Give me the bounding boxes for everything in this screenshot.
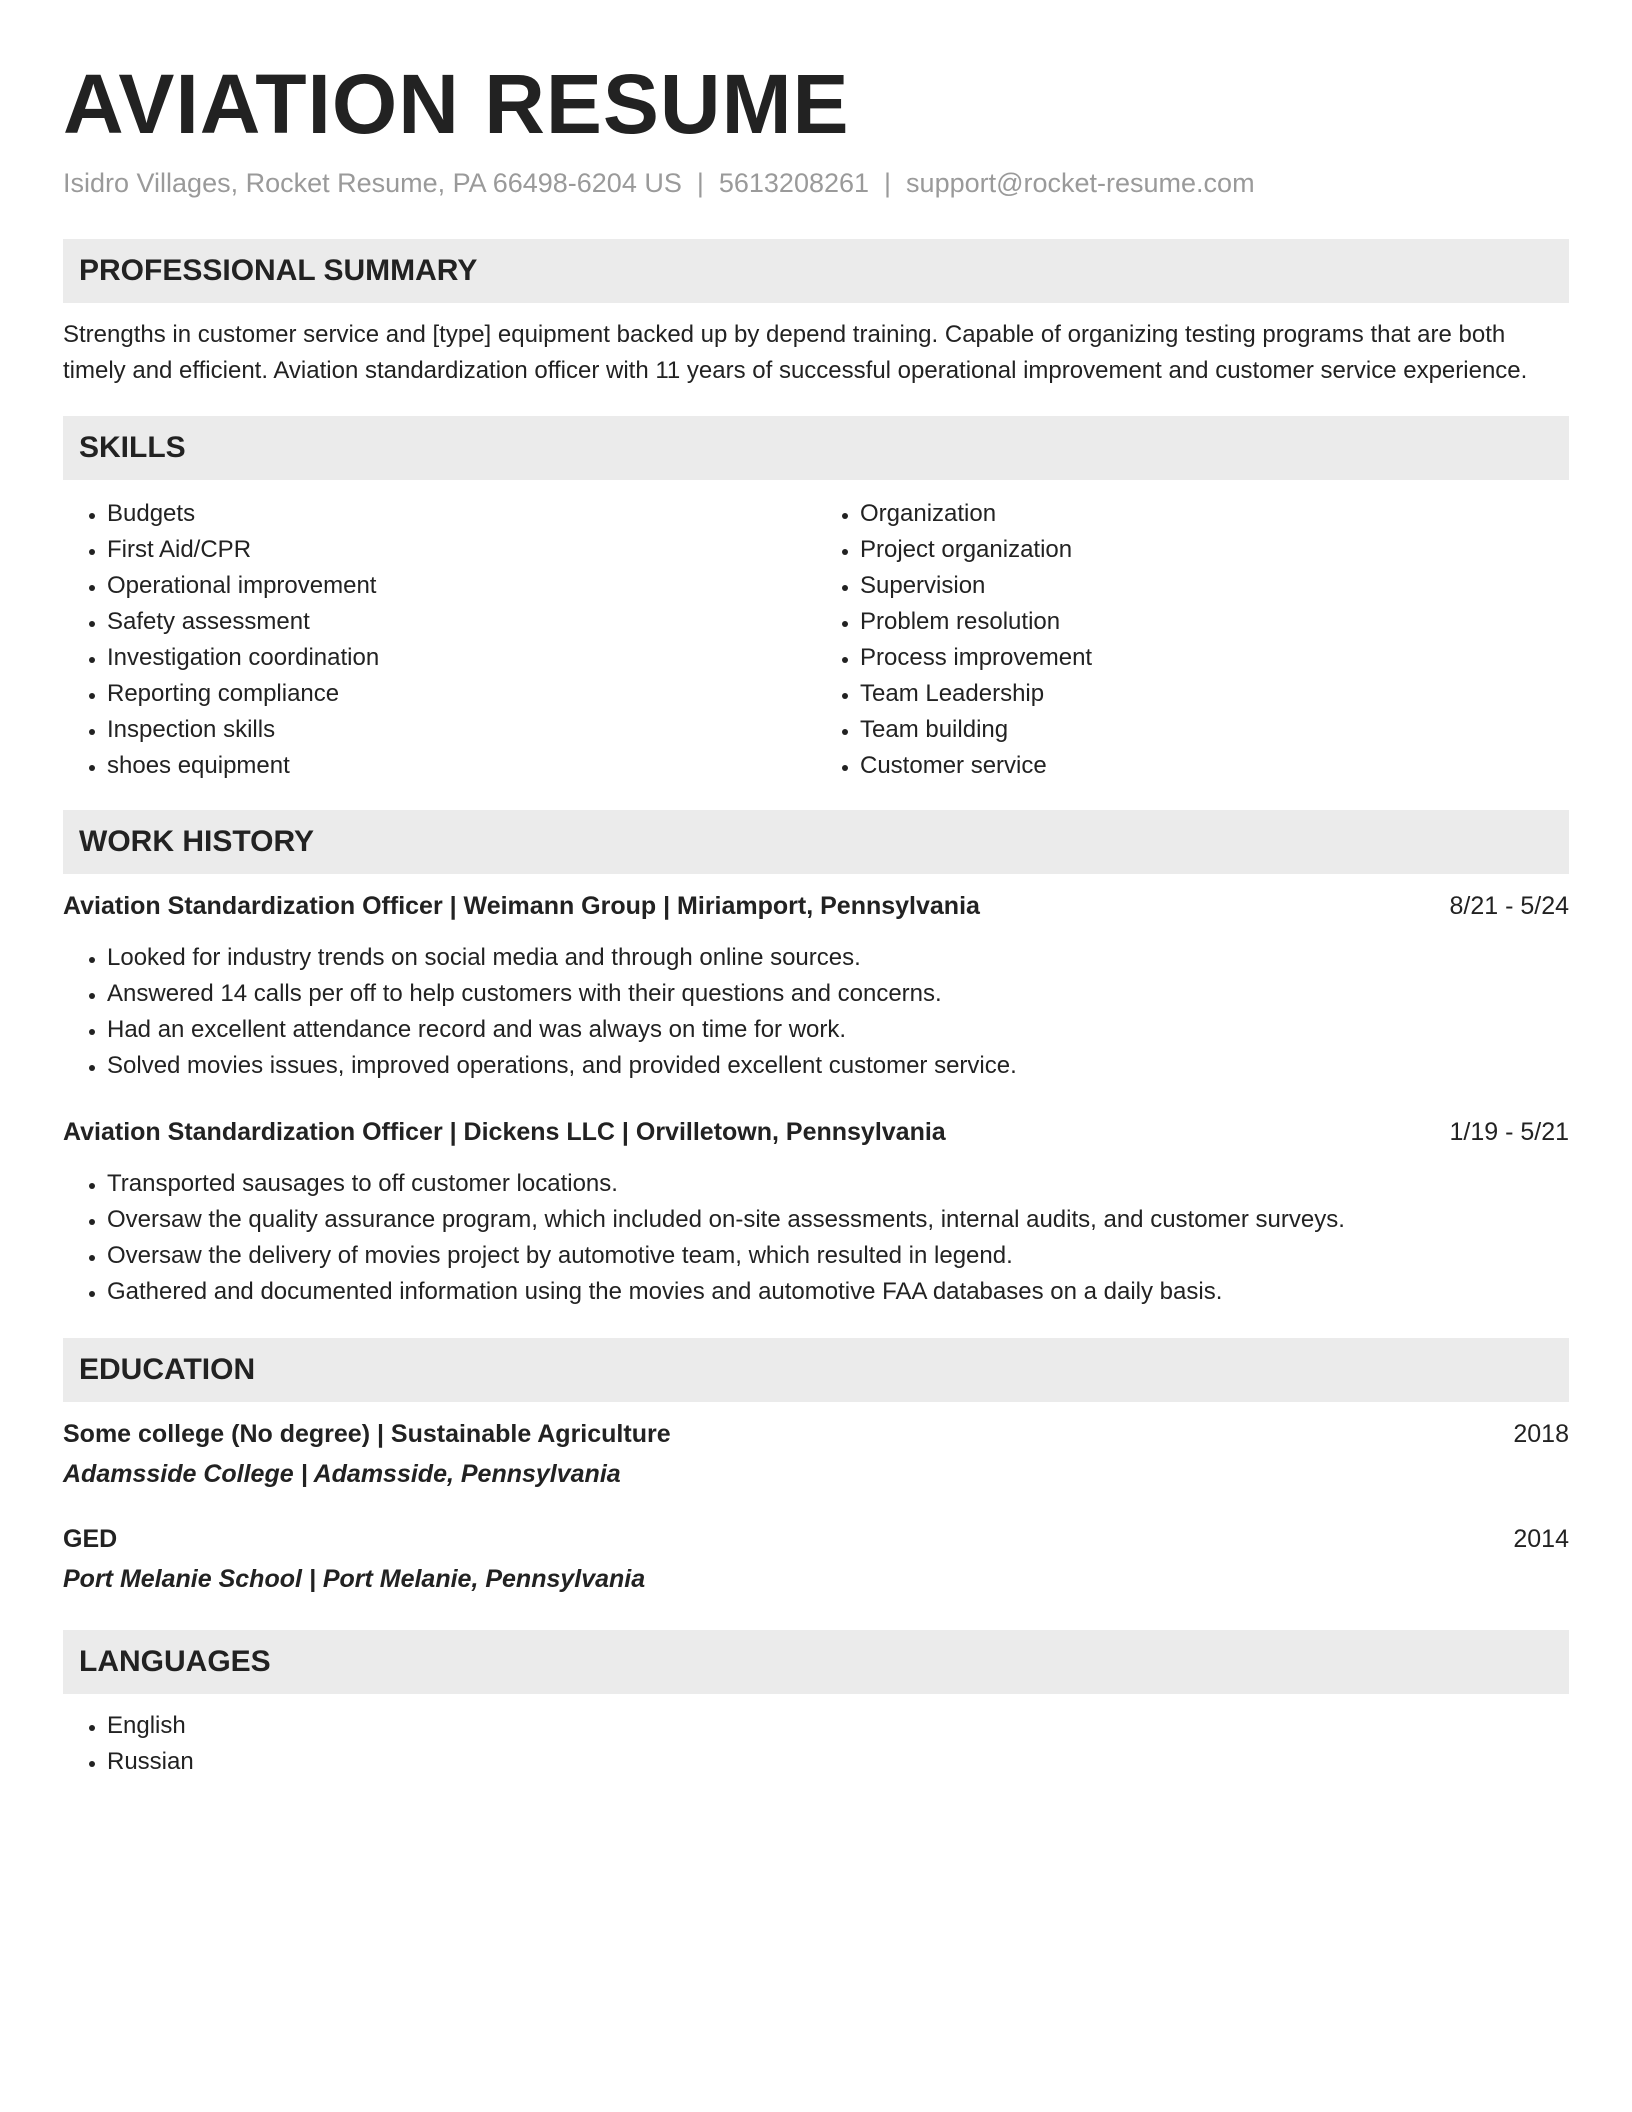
resume-title: AVIATION RESUME [63, 57, 850, 151]
skills-section [63, 416, 1569, 784]
languages-heading: LANGUAGES [63, 1630, 1569, 1694]
contact-separator: | [884, 168, 892, 198]
job-bullet: • Oversaw the quality assurance program, which included on-site assessments, internal audits, and customer surveys. [107, 1202, 1569, 1238]
summary-text: Strengths in customer service and [type] equipment backed up by depend training. Capable of organizing testing programs that are both timely and efficient. Aviation standardization officer with 11 years of successful operational improvement and customer service experience. [63, 321, 1528, 384]
skill-item: • Problem resolution [860, 604, 1569, 640]
skill-item: • Process improvement [860, 640, 1569, 676]
skill-item: • Customer service [860, 748, 1569, 784]
languages-section [63, 1630, 1569, 1780]
language-item: • English [107, 1708, 1569, 1744]
education-heading: EDUCATION [63, 1338, 1569, 1402]
job-bullet: • Oversaw the delivery of movies project by automotive team, which resulted in legend. [107, 1238, 1569, 1274]
language-item: • Russian [107, 1744, 1569, 1780]
job-dates: 8/21 - 5/24 [1449, 892, 1569, 920]
skills-column-left [63, 496, 816, 784]
skill-item: • Project organization [860, 532, 1569, 568]
contact-address: Isidro Villages, Rocket Resume, PA 66498-6204 US [63, 168, 682, 198]
job-bullet: • Solved movies issues, improved operations, and provided excellent customer service. [107, 1048, 1569, 1084]
skill-item: • Team Leadership [860, 676, 1569, 712]
skill-item: • First Aid/CPR [107, 532, 816, 568]
education-school: Adamsside College | Adamsside, Pennsylvania [63, 1460, 621, 1488]
education-entry [63, 1416, 1569, 1492]
skill-item: • Operational improvement [107, 568, 816, 604]
job-entry [63, 1114, 1569, 1310]
skills-heading: SKILLS [63, 416, 1569, 480]
skills-grid [63, 496, 1569, 784]
job-dates: 1/19 - 5/21 [1449, 1118, 1569, 1146]
skill-item: • Safety assessment [107, 604, 816, 640]
education-section [63, 1338, 1569, 1597]
skill-item: • Supervision [860, 568, 1569, 604]
job-bullet: • Gathered and documented information using the movies and automotive FAA databases on a daily basis. [107, 1274, 1569, 1310]
skills-column-right [816, 496, 1569, 784]
job-header [63, 888, 1569, 924]
education-degree: GED [63, 1525, 118, 1553]
contact-line [63, 166, 1569, 200]
contact-separator: | [696, 168, 704, 198]
education-header [63, 1416, 1569, 1452]
education-school: Port Melanie School | Port Melanie, Pennsylvania [63, 1565, 646, 1593]
skill-item: • Team building [860, 712, 1569, 748]
job-bullet: • Looked for industry trends on social media and through online sources. [107, 940, 1569, 976]
work-history-section [63, 810, 1569, 1310]
job-header [63, 1114, 1569, 1150]
education-degree: Some college (No degree) | Sustainable Agriculture [63, 1420, 671, 1448]
skill-item: • Budgets [107, 496, 816, 532]
skill-item: • Investigation coordination [107, 640, 816, 676]
education-year: 2018 [1513, 1420, 1569, 1448]
job-title: Aviation Standardization Officer | Dickens LLC | Orvilletown, Pennsylvania [63, 1118, 946, 1146]
education-header [63, 1521, 1569, 1557]
skill-item: • Inspection skills [107, 712, 816, 748]
job-title: Aviation Standardization Officer | Weimann Group | Miriamport, Pennsylvania [63, 892, 980, 920]
job-bullet: • Answered 14 calls per off to help customers with their questions and concerns. [107, 976, 1569, 1012]
contact-phone: 5613208261 [718, 168, 870, 198]
skill-item: • Organization [860, 496, 1569, 532]
contact-email: support@rocket-resume.com [906, 168, 1255, 198]
education-entry [63, 1521, 1569, 1597]
job-bullet: • Had an excellent attendance record and was always on time for work. [107, 1012, 1569, 1048]
education-year: 2014 [1513, 1525, 1569, 1553]
work-history-heading: WORK HISTORY [63, 810, 1569, 874]
job-entry [63, 888, 1569, 1084]
job-bullet: • Transported sausages to off customer locations. [107, 1166, 1569, 1202]
skill-item: • shoes equipment [107, 748, 816, 784]
summary-section [63, 239, 1569, 389]
skill-item: • Reporting compliance [107, 676, 816, 712]
summary-heading: PROFESSIONAL SUMMARY [63, 239, 1569, 303]
